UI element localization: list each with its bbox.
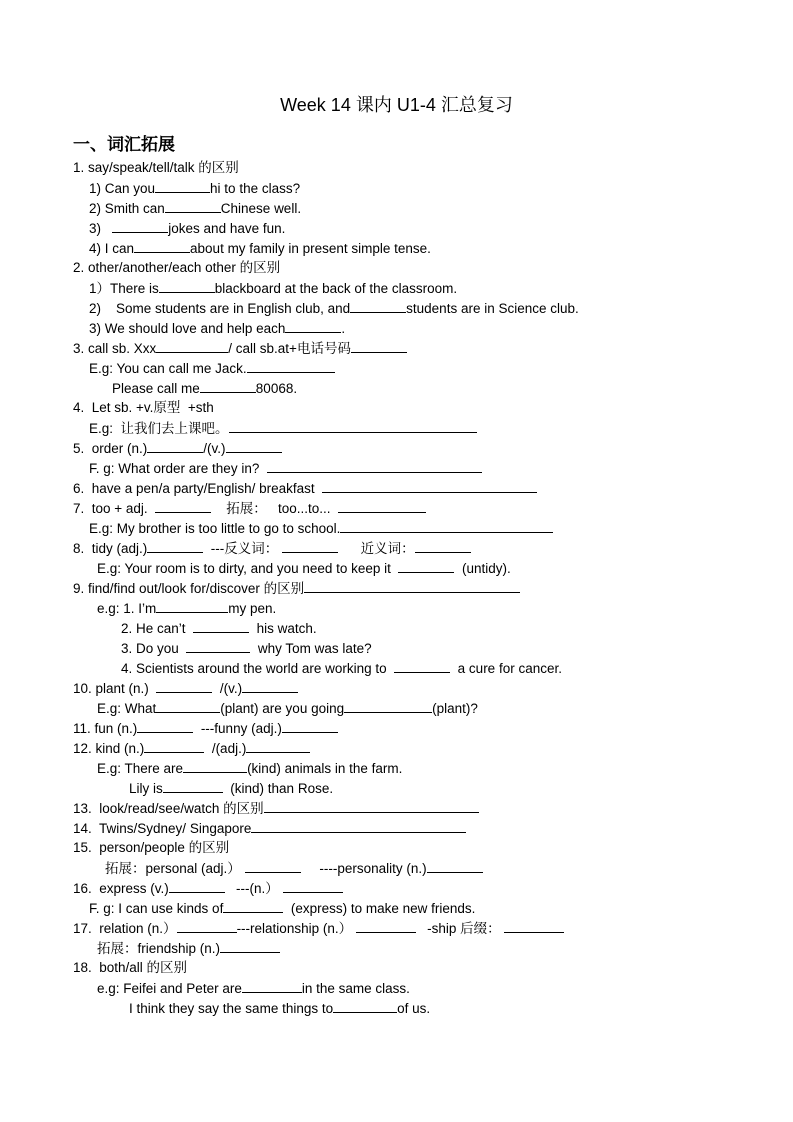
answer-blank[interactable] xyxy=(144,739,204,753)
item-14-heading: 14. Twins/Sydney/ Singapore xyxy=(73,819,466,837)
answer-blank[interactable] xyxy=(200,379,256,393)
page-title: Week 14 课内 U1-4 汇总复习 xyxy=(280,95,513,115)
answer-blank[interactable] xyxy=(186,639,250,653)
item-1-heading: 1. say/speak/tell/talk 的区别 xyxy=(73,160,239,175)
item-8-heading: 8. tidy (adj.) ---反义词： 近义词： xyxy=(73,539,471,557)
answer-blank[interactable] xyxy=(344,699,432,713)
item-6-heading: 6. have a pen/a party/English/ breakfast xyxy=(73,479,537,497)
example-line: 拓展：friendship (n.) xyxy=(97,939,280,957)
exercise-line: 3) We should love and help each . xyxy=(89,321,346,336)
item-5-heading: 5. order (n.) /(v.) xyxy=(73,439,282,457)
answer-blank[interactable] xyxy=(283,879,343,893)
answer-blank[interactable] xyxy=(398,559,454,573)
answer-blank[interactable] xyxy=(242,679,298,693)
answer-blank[interactable] xyxy=(147,439,203,453)
item-12-heading: 12. kind (n.) /(adj.) xyxy=(73,739,310,757)
answer-blank[interactable] xyxy=(282,719,338,733)
item-2-heading: 2. other/another/each other 的区别 xyxy=(73,260,281,275)
answer-blank[interactable] xyxy=(156,679,212,693)
answer-blank[interactable] xyxy=(340,519,553,533)
example-line: E.g: 让我们去上课吧。 xyxy=(89,419,477,437)
answer-blank[interactable] xyxy=(226,439,282,453)
item-13-heading: 13. look/read/see/watch 的区别 xyxy=(73,799,479,817)
answer-blank[interactable] xyxy=(285,319,341,333)
answer-blank[interactable] xyxy=(394,659,450,673)
answer-blank[interactable] xyxy=(147,539,203,553)
answer-blank[interactable] xyxy=(112,219,168,233)
example-line: Please call me 80068. xyxy=(112,381,298,396)
answer-blank[interactable] xyxy=(229,419,477,433)
answer-blank[interactable] xyxy=(242,979,302,993)
answer-blank[interactable] xyxy=(223,899,283,913)
answer-blank[interactable] xyxy=(159,279,215,293)
answer-blank[interactable] xyxy=(134,239,190,253)
example-line: 2. He can’t his watch. xyxy=(121,621,317,636)
exercise-line: 1）There is blackboard at the back of the classroom. xyxy=(89,281,458,296)
answer-blank[interactable] xyxy=(169,879,225,893)
exercise-line: 3) jokes and have fun. xyxy=(89,221,286,236)
answer-blank[interactable] xyxy=(350,299,406,313)
exercise-line: 2) Some students are in English club, and students are in Science club. xyxy=(89,301,579,316)
answer-blank[interactable] xyxy=(264,799,479,813)
answer-blank[interactable] xyxy=(251,819,466,833)
answer-blank[interactable] xyxy=(267,459,482,473)
item-17-heading: 17. relation (n.） ---relationship (n.） -ship 后缀： xyxy=(73,919,564,937)
item-18-heading: 18. both/all 的区别 xyxy=(73,960,188,975)
answer-blank[interactable] xyxy=(415,539,471,553)
example-line: 拓展：personal (adj.） ----personality (n.) xyxy=(105,859,483,877)
example-line: E.g: There are (kind) animals in the farm. xyxy=(97,761,403,776)
answer-blank[interactable] xyxy=(351,339,407,353)
answer-blank[interactable] xyxy=(282,539,338,553)
answer-blank[interactable] xyxy=(156,699,220,713)
exercise-line: 2) Smith can Chinese well. xyxy=(89,201,302,216)
item-4-heading: 4. Let sb. +v.原型 +sth xyxy=(73,400,214,415)
example-line: Lily is (kind) than Rose. xyxy=(129,781,334,796)
example-line: E.g: My brother is too little to go to school. xyxy=(89,519,553,537)
item-9-heading: 9. find/find out/look for/discover 的区别 xyxy=(73,579,520,597)
example-line: e.g: Feifei and Peter are in the same class. xyxy=(97,981,410,996)
answer-blank[interactable] xyxy=(156,339,228,353)
answer-blank[interactable] xyxy=(156,599,228,613)
example-line: E.g: You can call me Jack. xyxy=(89,359,335,377)
answer-blank[interactable] xyxy=(177,919,237,933)
answer-blank[interactable] xyxy=(245,859,301,873)
answer-blank[interactable] xyxy=(193,619,249,633)
example-line: E.g: What (plant) are you going (plant)? xyxy=(97,701,478,716)
exercise-line: 1) Can you hi to the class? xyxy=(89,181,301,196)
answer-blank[interactable] xyxy=(155,179,210,193)
answer-blank[interactable] xyxy=(137,719,193,733)
item-3-heading: 3. call sb. Xxx / call sb.at+电话号码 xyxy=(73,339,407,357)
answer-blank[interactable] xyxy=(427,859,483,873)
example-line: e.g: 1. I’m my pen. xyxy=(97,601,277,616)
answer-blank[interactable] xyxy=(247,359,335,373)
answer-blank[interactable] xyxy=(356,919,416,933)
example-line: 3. Do you why Tom was late? xyxy=(121,641,372,656)
item-15-heading: 15. person/people 的区别 xyxy=(73,840,230,855)
example-line: 4. Scientists around the world are working to a cure for cancer. xyxy=(121,661,562,676)
item-10-heading: 10. plant (n.) /(v.) xyxy=(73,679,298,697)
item-16-heading: 16. express (v.) ---(n.） xyxy=(73,879,343,897)
answer-blank[interactable] xyxy=(504,919,564,933)
item-11-heading: 11. fun (n.) ---funny (adj.) xyxy=(73,719,338,737)
answer-blank[interactable] xyxy=(155,499,211,513)
answer-blank[interactable] xyxy=(165,199,221,213)
answer-blank[interactable] xyxy=(163,779,223,793)
answer-blank[interactable] xyxy=(304,579,520,593)
answer-blank[interactable] xyxy=(220,939,280,953)
example-line: F. g: What order are they in? xyxy=(89,459,482,477)
example-line: E.g: Your room is to dirty, and you need to keep it (untidy). xyxy=(97,561,511,576)
answer-blank[interactable] xyxy=(322,479,537,493)
answer-blank[interactable] xyxy=(333,999,397,1013)
item-7-heading: 7. too + adj. 拓展： too...to... xyxy=(73,499,426,517)
answer-blank[interactable] xyxy=(183,759,247,773)
answer-blank[interactable] xyxy=(338,499,426,513)
answer-blank[interactable] xyxy=(246,739,310,753)
exercise-line: 4) I can about my family in present simple tense. xyxy=(89,241,431,256)
example-line: F. g: I can use kinds of (express) to make new friends. xyxy=(89,901,476,916)
example-line: I think they say the same things to of us. xyxy=(129,1001,431,1016)
section-heading: 一、词汇拓展 xyxy=(73,135,175,155)
